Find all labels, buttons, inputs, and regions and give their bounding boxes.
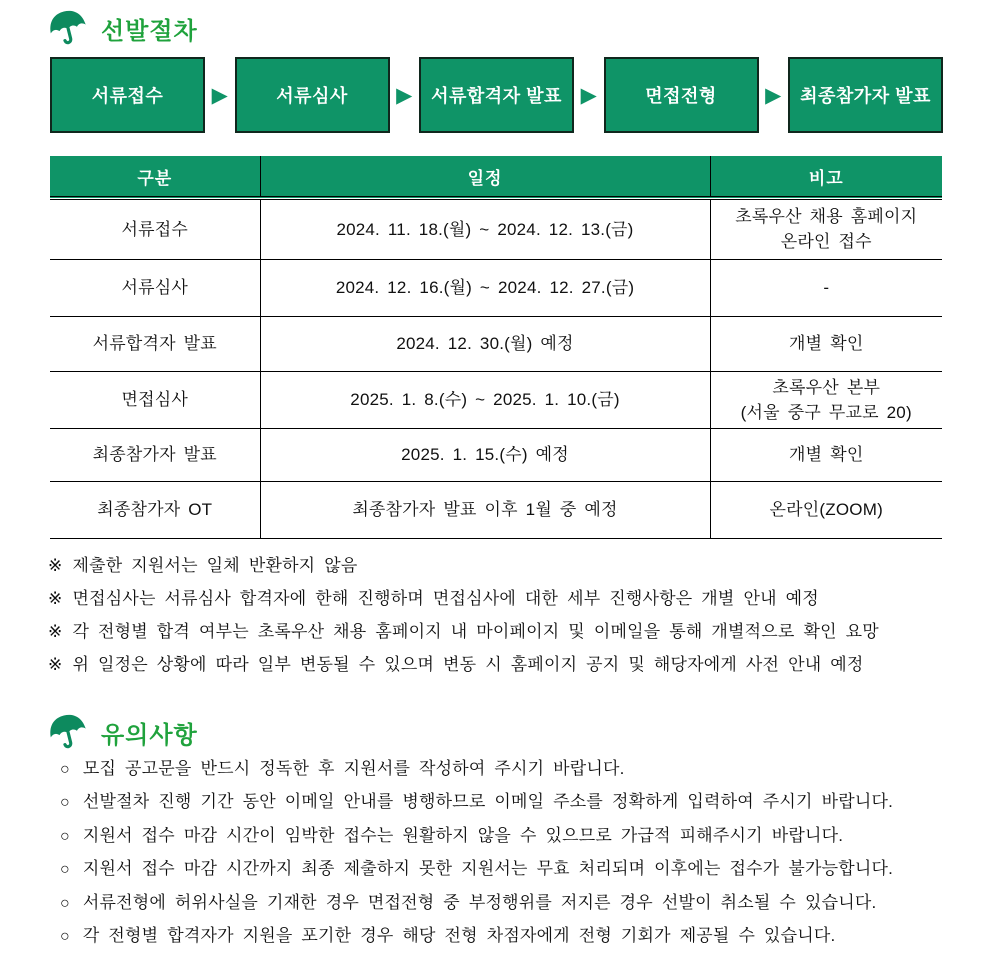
column-header-remark: 비고: [710, 156, 942, 198]
caution-item: [60, 819, 980, 852]
cell-schedule: 최종참가자 발표 이후 1월 중 예정: [260, 481, 710, 538]
table-row: [50, 198, 942, 259]
arrow-right-icon: ▶: [211, 83, 228, 107]
section-title-selection-process: 선발절차: [101, 17, 198, 45]
flow-step-final-announcement: [788, 57, 943, 133]
caution-text: 선발절차 진행 기간 동안 이메일 안내를 병행하므로 이메일 주소를 정확하게 입력하여 주시기 바랍니다.: [82, 792, 893, 812]
flow-step-label: 서류심사: [276, 86, 348, 106]
column-header-schedule: 일정: [260, 156, 710, 198]
cell-remark: [710, 428, 942, 481]
note-item: [48, 582, 958, 615]
remark-line: 개별 확인: [789, 445, 864, 464]
flow-step-document-review: [235, 57, 390, 133]
arrow-right-icon: ▶: [765, 83, 782, 107]
cell-category: 서류합격자 발표: [50, 316, 260, 371]
circle-bullet-icon: ○: [60, 761, 70, 778]
remark-line: 초록우산 본부: [772, 377, 881, 397]
arrow-right-icon: ▶: [396, 83, 413, 107]
cell-schedule: 2024. 12. 16.(월) ~ 2024. 12. 27.(금): [260, 259, 710, 316]
note-item: [48, 648, 958, 681]
circle-bullet-icon: ○: [60, 927, 70, 945]
cell-schedule: 2025. 1. 8.(수) ~ 2025. 1. 10.(금): [260, 371, 710, 428]
caution-text: 지원서 접수 마감 시간이 임박한 접수는 원활하지 않을 수 있으므로 가급적 피해주시기 바랍니다.: [82, 825, 844, 845]
note-item: [48, 549, 958, 582]
table-row: [50, 428, 942, 481]
notes-list: [48, 549, 958, 681]
circle-bullet-icon: ○: [60, 894, 70, 912]
cautions-header: [46, 712, 198, 752]
cell-remark: [710, 316, 942, 371]
cell-remark: [710, 198, 942, 259]
caution-text: 각 전형별 합격자가 지원을 포기한 경우 해당 전형 차점자에게 전형 기회가 제공될 수 있습니다.: [82, 925, 836, 945]
umbrella-icon: [46, 8, 90, 48]
section-title-cautions: 유의사항: [101, 721, 198, 749]
cell-schedule: 2025. 1. 15.(수) 예정: [260, 428, 710, 481]
cell-remark: [710, 371, 942, 428]
note-text: 제출한 지원서는 일체 반환하지 않음: [72, 556, 358, 575]
caution-item: [60, 752, 980, 785]
column-header-category: 구분: [50, 156, 260, 198]
note-text: 각 전형별 합격 여부는 초록우산 채용 홈페이지 내 마이페이지 및 이메일을 통해 개별적으로 확인 요망: [72, 622, 879, 641]
flow-step-interview: [604, 57, 759, 133]
note-text: 위 일정은 상황에 따라 일부 변동될 수 있으며 변동 시 홈페이지 공지 및 해당자에게 사전 안내 예정: [72, 655, 864, 674]
caution-text: 서류전형에 허위사실을 기재한 경우 면접전형 중 부정행위를 저지른 경우 선발이 취소될 수 있습니다.: [82, 892, 877, 912]
flow-step-label: 면접전형: [645, 86, 717, 106]
flow-step-label: 서류합격자 발표: [431, 86, 562, 106]
remark-line: 개별 확인: [789, 334, 864, 353]
cell-remark: [710, 481, 942, 538]
table-row: [50, 481, 942, 538]
circle-bullet-icon: ○: [60, 827, 70, 845]
table-row: [50, 371, 942, 428]
cell-schedule: 2024. 11. 18.(월) ~ 2024. 12. 13.(금): [260, 198, 710, 259]
table-row: [50, 259, 942, 316]
cell-category: 최종참가자 OT: [50, 481, 260, 538]
cautions-list: [60, 752, 980, 952]
arrow-right-icon: ▶: [580, 83, 597, 107]
cell-remark: [710, 259, 942, 316]
circle-bullet-icon: ○: [60, 861, 70, 879]
flow-step-document-pass-announcement: [419, 57, 574, 133]
remark-line: 온라인(ZOOM): [769, 500, 883, 519]
caution-item: [60, 886, 980, 919]
flow-step-label: 서류접수: [91, 86, 164, 106]
remark-line: 초록우산 채용 홈페이지: [735, 207, 918, 227]
cell-category: 서류심사: [50, 259, 260, 316]
caution-text: 모집 공고문을 반드시 정독한 후 지원서를 작성하여 주시기 바랍니다.: [82, 759, 625, 778]
cell-category: 최종참가자 발표: [50, 428, 260, 481]
table-header-row: [50, 156, 942, 198]
reference-mark-icon: ※: [48, 655, 63, 674]
cell-schedule: 2024. 12. 30.(월) 예정: [260, 316, 710, 371]
table-row: [50, 316, 942, 371]
note-item: [48, 615, 958, 648]
circle-bullet-icon: ○: [60, 794, 70, 812]
reference-mark-icon: ※: [48, 622, 63, 641]
note-text: 면접심사는 서류심사 합격자에 한해 진행하며 면접심사에 대한 세부 진행사항은 개별 안내 예정: [72, 589, 819, 608]
reference-mark-icon: ※: [48, 556, 63, 575]
selection-process-header: [46, 8, 198, 48]
caution-item: [60, 919, 980, 952]
caution-item: [60, 785, 980, 818]
process-flow: [50, 57, 943, 133]
cell-category: 면접심사: [50, 371, 260, 428]
flow-step-label: 최종참가자 발표: [800, 86, 931, 106]
umbrella-icon: [46, 712, 90, 752]
caution-item: [60, 852, 980, 885]
caution-text: 지원서 접수 마감 시간까지 최종 제출하지 못한 지원서는 무효 처리되며 이후에는 접수가 불가능합니다.: [82, 859, 893, 879]
flow-step-document-submission: [50, 57, 205, 133]
reference-mark-icon: ※: [48, 589, 63, 608]
remark-line: -: [823, 278, 830, 297]
schedule-table: [50, 156, 942, 539]
remark-line: (서울 중구 무교로 20): [740, 402, 912, 422]
remark-line: 온라인 접수: [780, 232, 872, 252]
cell-category: 서류접수: [50, 198, 260, 259]
